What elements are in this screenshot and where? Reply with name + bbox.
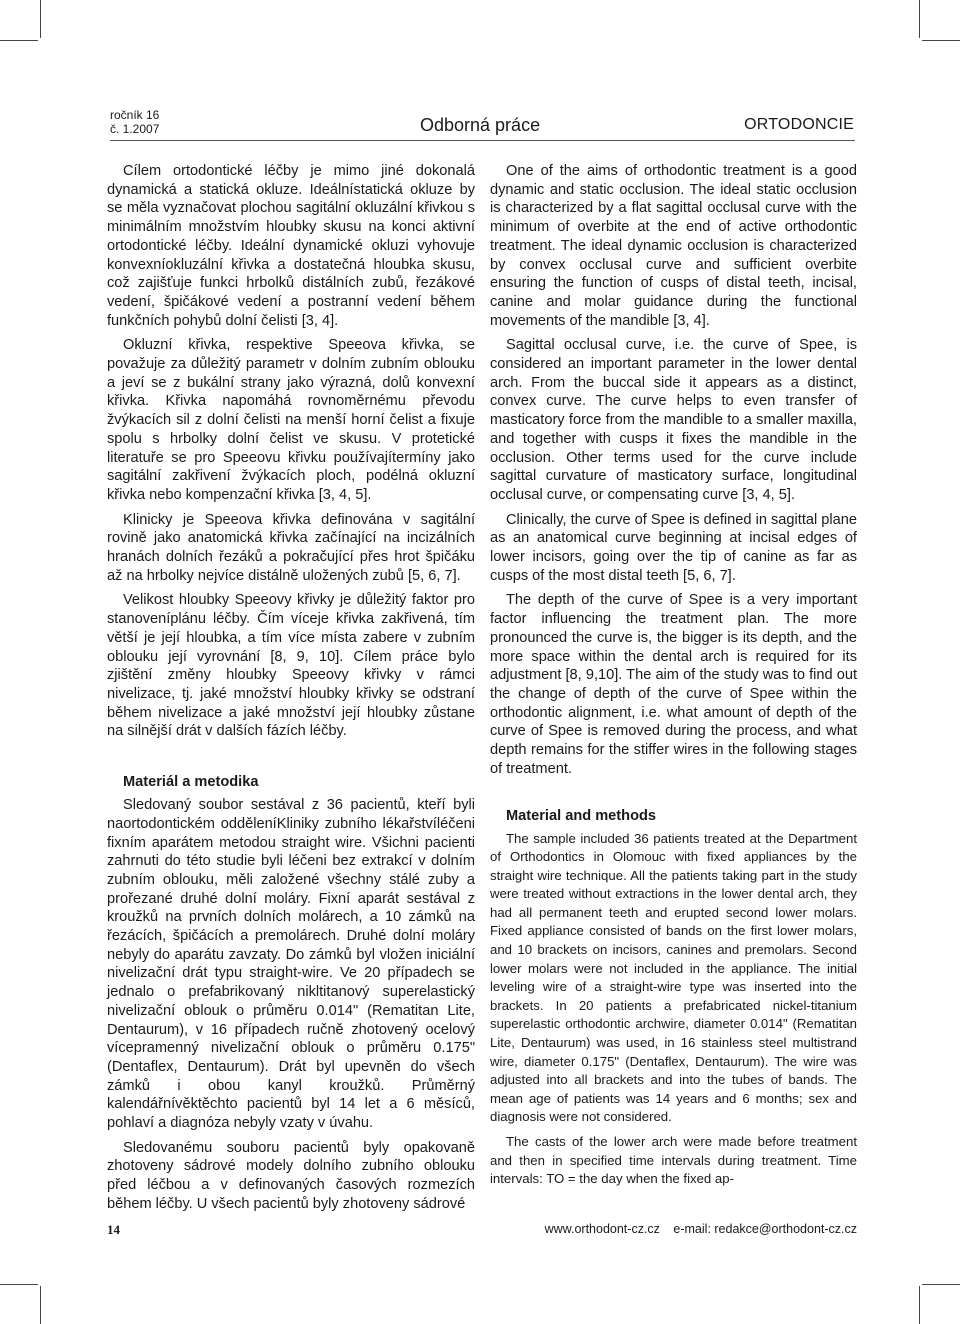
paragraph: Sledovanému souboru pacientů byly opakovaně zhotoveny sádrové modely dolního zubního oblouku před léčbou a v definovaných časových rozmezích během léčby. U všech pacientů byly zhotoveny sádrové [107, 1139, 475, 1212]
section-title: Odborná práce [420, 115, 541, 135]
crop-mark [922, 1284, 960, 1285]
paragraph: Sagittal occlusal curve, i.e. the curve of Spee, is considered an important parameter in the lower dental arch. From the buccal side it appears as a distinct, convex curve. The curve helps to even transfer of masticatory force from the mandible to a smaller maxilla, and together with cusps it fixes the mandible in the occlusion. Other terms used for the curve include sagittal curvature of masticatory surface, longitudinal occlusal curve, or compensating curve [3, 4, 5]. [490, 337, 857, 503]
crop-mark [922, 40, 960, 41]
page-number: 14 [107, 1222, 120, 1237]
volume-label: ročník 16 [110, 108, 160, 122]
paragraph: Cílem ortodontické léčby je mimo jiné dokonalá dynamická a statická okluze. Ideálnístatická okluze by se měla vyznačovat plochou sagitální okluzální křivkou s minimálním množstvím hloubky skusu na konci aktivní ortodontické léčby. Ideální dynamické okluzi vyhovuje konvexníokluzální křivka a dostatečná hloubka skusu, což zajišťuje funkci hrbolků distálních zubů, řezákové vedení, špičákové vedení a postranní vedení během funkčních pohybů dolní čelisti [3, 4]. [107, 163, 475, 329]
paragraph: The depth of the curve of Spee is a very important factor influencing the treatment plan. The more pronounced the curve is, the bigger is its depth, and the more space within the dental arch is required for its adjustment [8, 9,10]. The aim of the study was to find out the change of depth of the curve of Spee within the orthodontic alignment, i.e. what amount of depth of the curve of Spee is removed during the process, and what depth remains for the stiffer wires in the following stages of treatment. [490, 592, 857, 777]
paragraph: The casts of the lower arch were made before treatment and then in specified time intervals during treatment. Time intervals: TO = the day when the fixed ap- [490, 1134, 857, 1187]
crop-mark [919, 1286, 920, 1324]
footer-links [535, 1222, 857, 1236]
header-rule [110, 140, 855, 141]
paragraph: Sledovaný soubor sestával z 36 pacientů, kteří byli naortodontickém odděleníKliniky zubního lékařstvíléčeni fixním aparátem metodou straight wire. Všichni pacienti zahrnuti do této studie byli léčeni bez extrakcí v dolním zubním oblouku, měli založené všechny stálé zuby a prořezané druhé dolní moláry. Fixní aparát sestával z kroužků na prvních dolních molárech, a 10 zámků na řezácích, špičácích a premolárech. Druhé dolní moláry nebyly do aparátu zavzaty. Do zámků byl vložen iniciální nivelizační drát typu straight-wire. Ve 20 případech se jednalo o prefabrikovaný nikltitanový superelastický nivelizační oblouk o průměru 0.014" (Rematitan Lite, Dentaurum), v 16 případech ručně zhotovený ocelový vícepramenný nivelizační oblouk o průměru 0.175" (Dentaflex, Dentaurum). Drát byl upevněn do všech zámků i obou kanyl kroužků. Průměrný kalendářnívěktěchto pacientů byl 14 let a 6 měsíců, pohlaví a diagnóza nebyly vzaty v úvahu. [107, 797, 475, 1132]
crop-mark [0, 1284, 38, 1285]
email-link[interactable]: e-mail: redakce@orthodont-cz.cz [673, 1222, 857, 1236]
crop-mark [40, 0, 41, 38]
crop-mark [919, 0, 920, 38]
czech-column [107, 162, 475, 1220]
issue-info [110, 108, 159, 136]
paragraph: Klinicky je Speeova křivka definována v sagitální rovině jako anatomická křivka začínající na incizálních hranách dolních řezáků a pokračující přes hrot špičáku až na hrbolky nejvíce distálně uložených zubů [5, 6, 7]. [107, 511, 475, 584]
paragraph: Okluzní křivka, respektive Speeova křivka, se považuje za důležitý parametr v dolním zubním oblouku a jeví se z bukální strany jako výrazná, dolů konvexní křivka. Křivka napomáhá rovnoměrnému převodu žvýkacích sil z dolní čelisti na menší horní čelist a fixuje spolu s hrbolky dolní čelist ve skusu. V protetické literatuře se pro Speeovu křivku používajítermíny jako sagitální zakřivení žvýkacích ploch, podélná okluzní křivka nebo kompenzační křivka [3, 4, 5]. [107, 337, 475, 503]
spacer [107, 747, 475, 773]
paragraph: One of the aims of orthodontic treatment is a good dynamic and static occlusion. The ideal static occlusion is characterized by a flat sagittal occlusal curve with the minimum of overbite at the end of active orthodontic treatment. The ideal dynamic occlusion is characterized by convex occlusal curve and sufficient overbite ensuring the function of cusps of distal teeth, incisal, canine and molar guidance during the functional movements of the mandible [3, 4]. [490, 163, 857, 329]
journal-title: ORTODONCIE [744, 116, 854, 133]
paragraph: The sample included 36 patients treated at the Department of Orthodontics in Olomouc with fixed appliances by the straight wire technique. All the patients taking part in the study were treated without extractions in the lower dental arch, they had all permanent teeth and erupted second lower molars. Fixed appliance consisted of bands on the first lower molars, and 10 brackets on incisors, canines and premolars. Second lower molars were not included in the appliance. The initial leveling wire of a straight-wire type was inserted into the brackets. In 20 patients a prefabricated nickel-titanium superelastic orthodontic archwire, diameter 0.014" (Rematitan Lite, Dentaurum) was used, in 16 stainless steel multistrand wire, diameter 0.175" (Dentaflex, Dentaurum). The wire was adjusted into all brackets and into the tubes of bands. The mean age of patients was 14 years and 6 months; sex and diagnosis were not considered. [490, 830, 857, 1125]
english-column [490, 162, 857, 1195]
crop-mark [40, 1286, 41, 1324]
website-link[interactable]: www.orthodont-cz.cz [544, 1222, 660, 1236]
crop-mark [0, 40, 38, 41]
paragraph: Velikost hloubky Speeovy křivky je důležitý faktor pro stanoveníplánu léčby. Čím víceje křivka zakřivená, tím větší je její hloubka, a tím více místa zabere v zubním oblouku její vyrovnání [8, 9, 10]. Cílem práce bylo zjištění změny hloubky Speeovy křivky v rámci nivelizace, tj. jaké množství hloubky křivky se odstraní během nivelizace a jaké množství její hloubky zůstane na silnější drát v dalších fázích léčby. [107, 592, 475, 740]
section-heading: Materiál a metodika [123, 774, 259, 791]
spacer [490, 785, 857, 807]
issue-label: č. 1.2007 [110, 122, 160, 136]
paragraph: Clinically, the curve of Spee is defined in sagittal plane as an anatomical curve beginning at incisal edges of lower incisors, going over the tip of canine as far as cusps of the most distal teeth [5, 6, 7]. [490, 511, 857, 584]
section-heading: Material and methods [506, 807, 657, 824]
